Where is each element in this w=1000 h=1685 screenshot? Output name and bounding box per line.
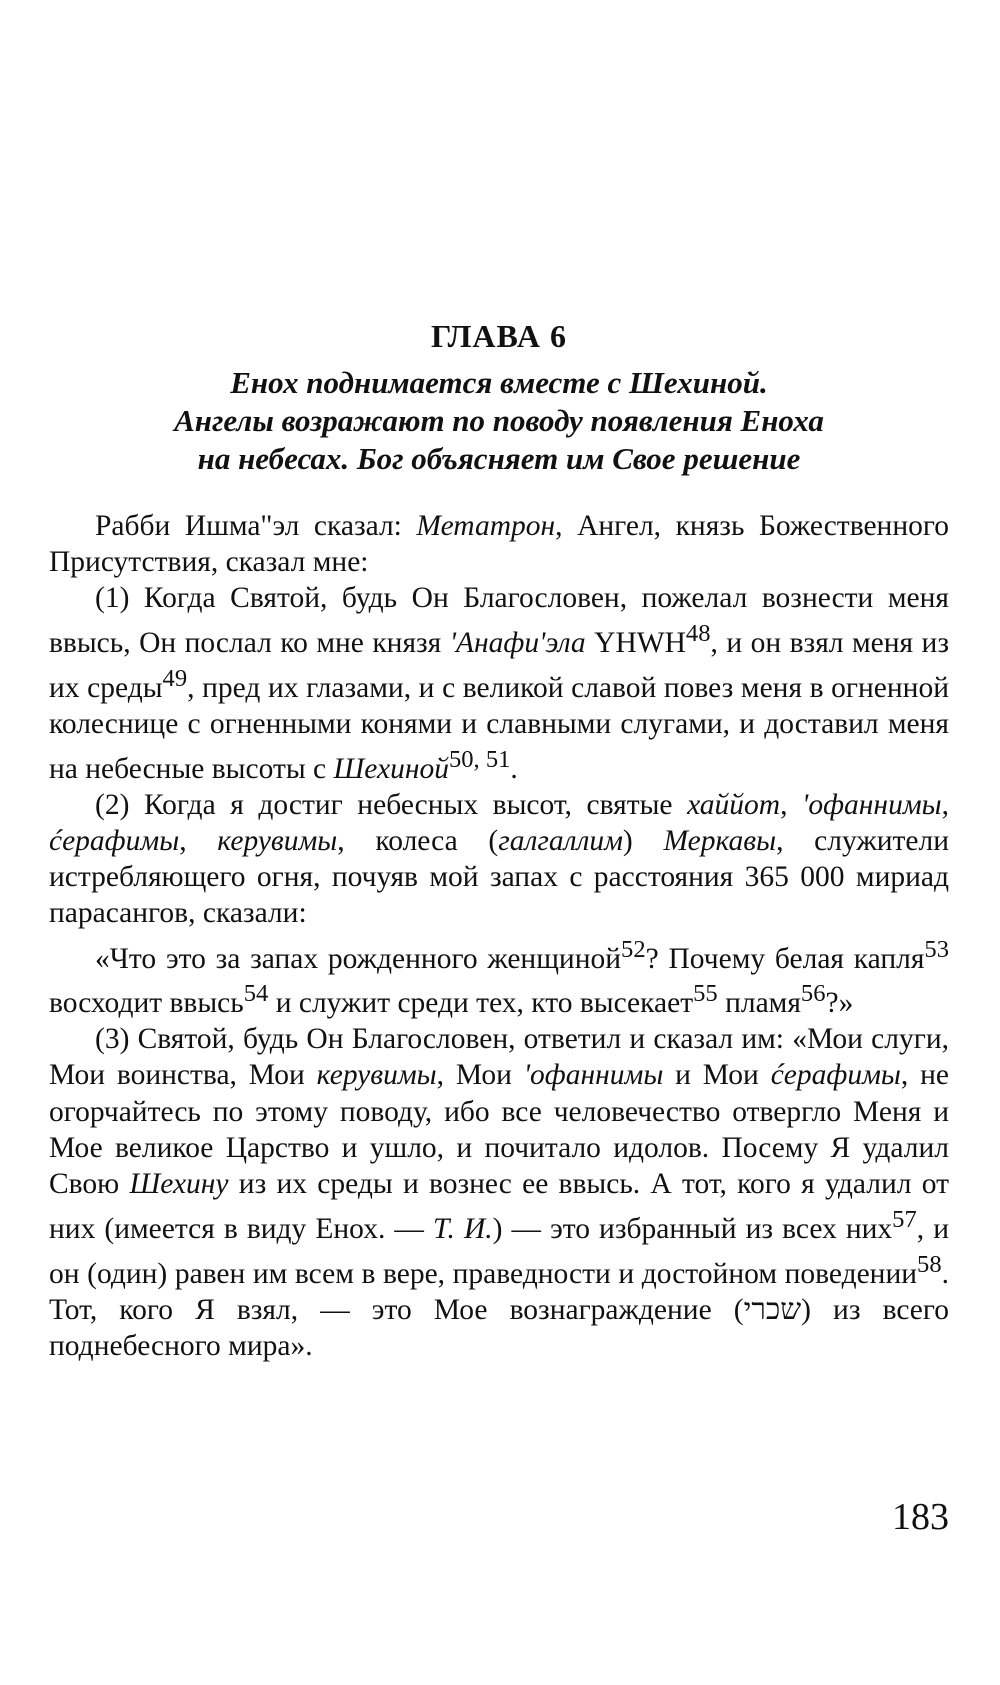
text-fragment: ) — это избранный из всех них [492,1212,893,1245]
text-fragment: керувимы [316,1059,437,1092]
subtitle-line: Енох поднимается вместе с Шехиной. [230,365,768,400]
text-fragment: , колеса ( [337,825,499,858]
text-fragment: и служит среди тех, кто высекает [268,987,694,1020]
text-fragment: Шехиной [333,753,449,786]
text-fragment: , пред их глазами, и с великой славой повез меня в огненной колеснице с огненными конями и славными слугами, и доставил меня на небесные высоты с [49,672,949,786]
paragraph-verse-2 [49,787,949,931]
text-fragment: 'Анафи'эла [449,627,586,660]
hebrew-word: שכרי [743,1293,802,1326]
text-fragment: ćерафимы [770,1059,901,1092]
chapter-subtitle [49,364,949,478]
text-fragment: . [510,753,518,786]
text-fragment: , Мои [436,1059,524,1092]
chapter-title: ГЛАВА 6 [431,318,567,354]
footnote-ref: 55 [693,980,718,1008]
text-fragment: хаййот [687,789,781,822]
paragraph-verse-3 [49,1021,949,1364]
text-fragment: ) [622,825,664,858]
footnote-ref: 48 [685,620,711,648]
text-fragment: , и он взял меня из их среды [49,627,949,705]
text-fragment: , [941,789,949,822]
text-fragment: ? Почему белая капля [645,942,925,975]
footnote-ref: 58 [917,1250,942,1278]
footnote-ref: 57 [892,1205,917,1233]
text-fragment: Шехину [129,1167,229,1200]
text-fragment: , [780,789,803,822]
text-fragment: Метатрон [416,510,556,542]
page-number: 183 [892,1496,949,1538]
text-fragment: . Тот, кого Я взял, — это Мое вознаграждение ( [49,1257,949,1326]
text-fragment: YHWH [585,627,686,660]
footnote-ref: 53 [924,935,949,963]
text-fragment: «Что это за запах рожденного женщиной [95,942,622,975]
text-fragment: восходит ввысь [49,987,244,1020]
text-fragment: 'офаннимы [802,789,942,822]
book-page [49,0,949,1685]
text-fragment: галгаллим [498,825,623,858]
paragraph-verse-1 [49,580,949,787]
subtitle-line: на небесах. Бог объясняет им Свое решение [197,441,801,476]
text-fragment: , служители истребляющего огня, почуяв мой запах с расстояния 365 000 мириад парасангов, сказали: [49,825,949,930]
paragraph-intro [49,508,949,580]
text-fragment: из их среды и вознес ее ввысь. А тот, кого я удалил от них (имеется в виду Енох. — [49,1167,949,1245]
footnote-ref: 56 [800,980,826,1008]
paragraph-angels-speech [49,932,949,1022]
text-fragment: ćерафимы [49,825,180,858]
subtitle-line: Ангелы возражают по поводу появления Еноха [174,403,824,438]
text-fragment: (1) Когда Святой, будь Он Благословен, пожелал вознести меня ввысь, Он послал ко мне князя [49,582,949,660]
text-fragment: Рабби Ишма"эл сказал: [95,510,417,542]
footnote-ref: 50, 51 [448,746,511,774]
text-fragment: ) из всего поднебесного мира». [49,1293,949,1362]
text-fragment: 'офаннимы [523,1059,664,1092]
text-fragment: , и он (один) равен им всем в вере, праведности и достойном поведении [49,1212,949,1290]
text-fragment: Т. И. [432,1212,493,1245]
text-fragment: пламя [717,987,801,1020]
text-fragment: (3) Святой, будь Он Благословен, ответил и сказал им: «Мои слуги, Мои воинства, Мои [49,1023,949,1092]
text-fragment: Меркавы [663,825,777,858]
text-fragment: , [179,825,218,858]
text-fragment: ?» [825,987,854,1020]
text-fragment: керувимы [217,825,338,858]
text-fragment: и Мои [663,1059,771,1092]
text-fragment: , Ангел, князь Божественного Присутствия, сказал мне: [49,510,949,579]
footnote-ref: 49 [162,665,188,693]
text-fragment: , не огорчайтесь по этому поводу, ибо все человечество отвергло Меня и Мое великое Царство и ушло, и почитало идолов. Посему Я удалил Свою [49,1059,949,1200]
footnote-ref: 54 [243,980,269,1008]
footnote-ref: 52 [621,935,646,963]
text-fragment: (2) Когда я достиг небесных высот, святые [95,789,688,822]
chapter-body [49,508,949,1364]
